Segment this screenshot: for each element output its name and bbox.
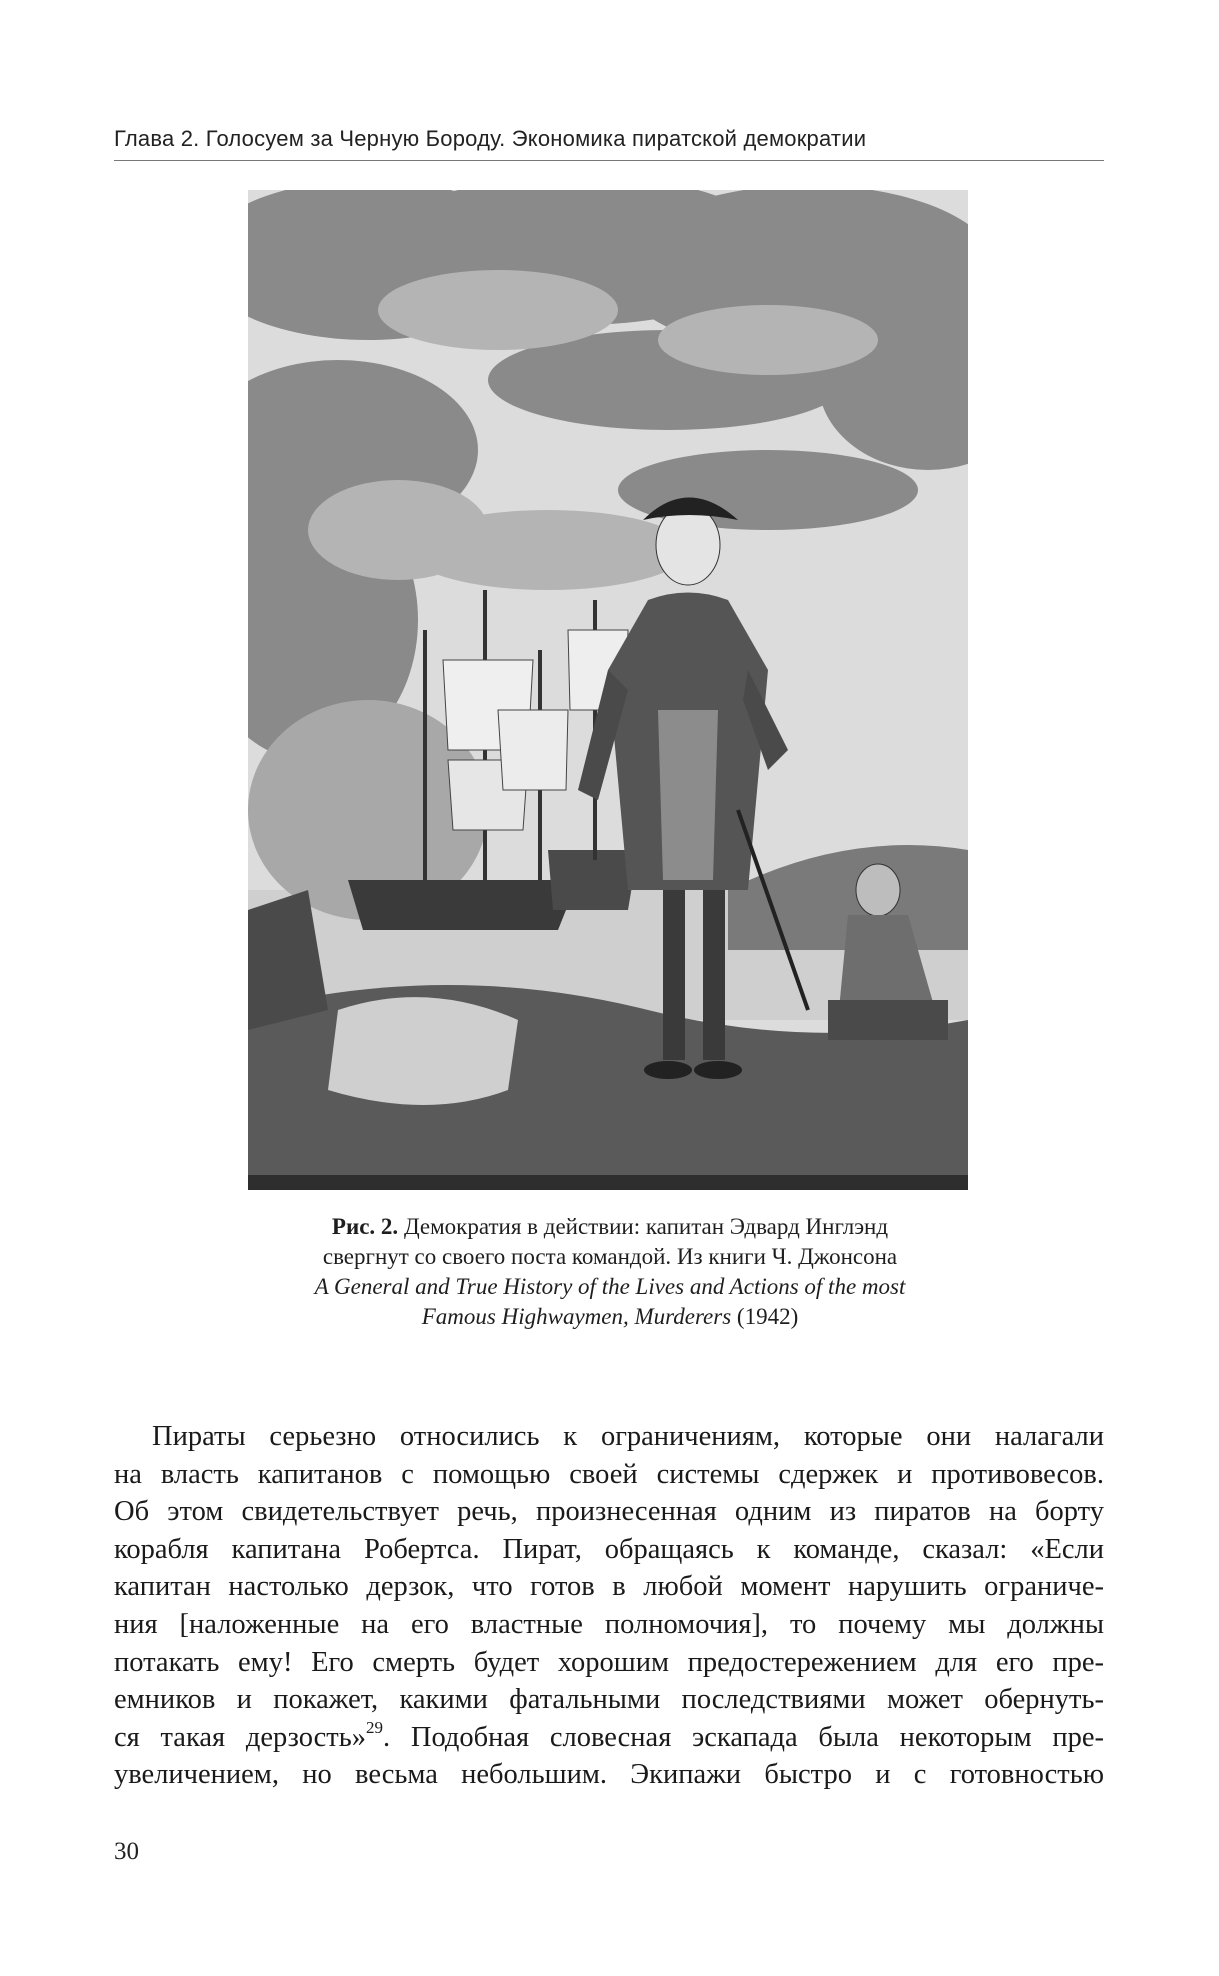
- body-line: потакать ему! Его смерть будет хорошим предостережением для его пре-: [114, 1646, 1104, 1678]
- caption-book-title-2: Famous Highwaymen, Murderers: [421, 1304, 732, 1329]
- body-paragraph: [114, 1418, 1104, 1794]
- body-line: корабля капитана Робертса. Пират, обращаясь к команде, сказал: «Если: [114, 1533, 1104, 1565]
- body-line: емников и покажет, какими фатальными последствиями может обернуть-: [114, 1684, 1104, 1716]
- body-line: Пираты серьезно относились к ограничениям, которые они налагали: [152, 1421, 1104, 1452]
- body-line: на власть капитанов с помощью своей системы сдержек и противовесов.: [114, 1458, 1104, 1490]
- footnote-reference: 29: [366, 1717, 384, 1737]
- caption-line-2: свергнут со своего поста командой. Из книги Ч. Джонсона: [322, 1244, 898, 1269]
- caption-year: (1942): [731, 1304, 799, 1329]
- body-line-text: ся такая дерзость»: [114, 1721, 367, 1753]
- body-line-with-footnote: [114, 1719, 1104, 1757]
- page-number: 30: [114, 1838, 139, 1865]
- engraving-illustration: [248, 190, 968, 1190]
- caption-line-1: [240, 1212, 980, 1242]
- header-rule: [114, 160, 1104, 161]
- caption-line-4: [240, 1302, 980, 1332]
- figure-caption: [240, 1212, 980, 1332]
- body-line: увеличением, но весьма небольшим. Экипажи быстро и с готовностью: [114, 1759, 1104, 1791]
- caption-book-title-1: A General and True History of the Lives and Actions of the most: [314, 1274, 906, 1299]
- body-line-text: . Подобная словесная эскапада была некоторым пре-: [383, 1721, 1104, 1753]
- engraving-svg: [248, 190, 968, 1190]
- figure-label: Рис. 2.: [331, 1214, 399, 1239]
- caption-text-1: Демократия в действии: капитан Эдвард Инглэнд: [398, 1214, 889, 1239]
- body-line: Об этом свидетельствует речь, произнесенная одним из пиратов на борту: [114, 1496, 1104, 1528]
- running-head: Глава 2. Голосуем за Черную Бороду. Экономика пиратской демократии: [114, 126, 867, 151]
- body-line: ния [наложенные на его властные полномочия], то почему мы должны: [114, 1608, 1104, 1640]
- rock: [328, 997, 518, 1105]
- bottom-edge: [248, 1175, 968, 1190]
- body-line: капитан настолько дерзок, что готов в любой момент нарушить ограниче-: [114, 1571, 1104, 1603]
